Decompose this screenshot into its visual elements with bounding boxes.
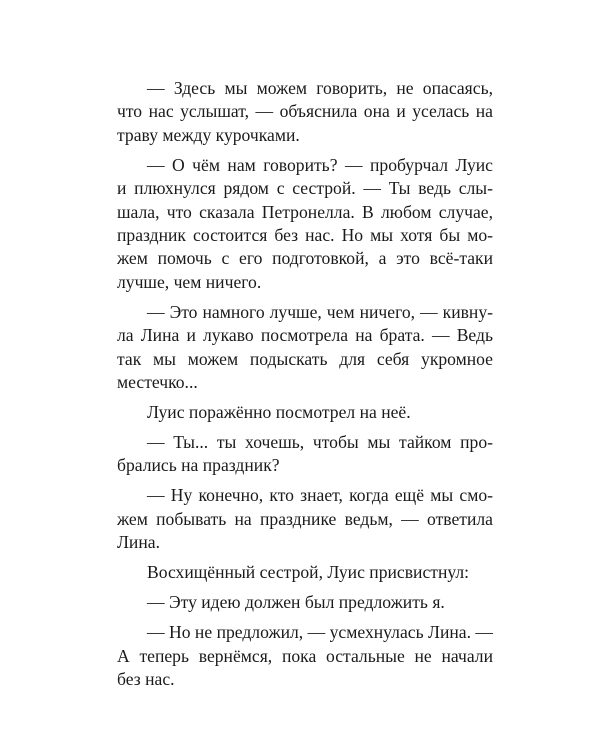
text-line: брались на праздник? <box>117 455 280 476</box>
paragraph-4 <box>117 401 493 424</box>
text-line: траву между курочками. <box>117 124 300 145</box>
text-line: — Но не предложил, — усмехнулась Лина. — <box>147 622 493 643</box>
text-line: — Ну конечно, кто знает, когда ещё мы смо- <box>147 485 493 506</box>
text-line: без нас. <box>117 669 175 690</box>
text-line: Лина. <box>117 532 160 553</box>
paragraph-9 <box>117 621 493 691</box>
text-line: так мы можем подыскать для себя укромное <box>117 348 493 369</box>
text-line: лучше, чем ничего. <box>117 271 262 292</box>
text-line: — Ты... ты хочешь, чтобы мы тайком про- <box>147 432 493 453</box>
paragraph-1 <box>117 77 493 147</box>
text-line: жем помочь с его подготовкой, а это всё-таки <box>117 248 493 269</box>
text-line: ла Лина и лукаво посмотрела на брата. — Ведь <box>117 325 493 346</box>
text-line: что нас услышат, — объяснила она и уселась на <box>117 101 493 122</box>
text-line: и плюхнулся рядом с сестрой. — Ты ведь слы- <box>117 178 493 199</box>
paragraph-6 <box>117 484 493 554</box>
text-line: А теперь вернёмся, пока остальные не начали <box>117 645 493 666</box>
text-line: шала, что сказала Петронелла. В любом случае, <box>117 201 493 222</box>
text-line: жем побывать на празднике ведьм, — ответила <box>117 508 493 529</box>
text-line: Луис поражённо посмотрел на неё. <box>147 402 411 423</box>
text-line: — Это намного лучше, чем ничего, — кивну- <box>147 301 493 322</box>
text-line: праздник состоится без нас. Но мы хотя бы мо- <box>117 225 493 246</box>
text-line: — Эту идею должен был предложить я. <box>147 592 445 613</box>
text-line: местечко... <box>117 372 198 393</box>
paragraph-7 <box>117 561 493 584</box>
text-line: Восхищённый сестрой, Луис присвистнул: <box>147 562 470 583</box>
text-line: — Здесь мы можем говорить, не опасаясь, <box>147 78 493 98</box>
text-line: — О чём нам говорить? — пробурчал Луис <box>147 154 493 175</box>
page-text <box>117 77 493 698</box>
paragraph-3 <box>117 301 493 395</box>
paragraph-2 <box>117 154 493 294</box>
paragraph-5 <box>117 431 493 478</box>
paragraph-8 <box>117 591 493 614</box>
